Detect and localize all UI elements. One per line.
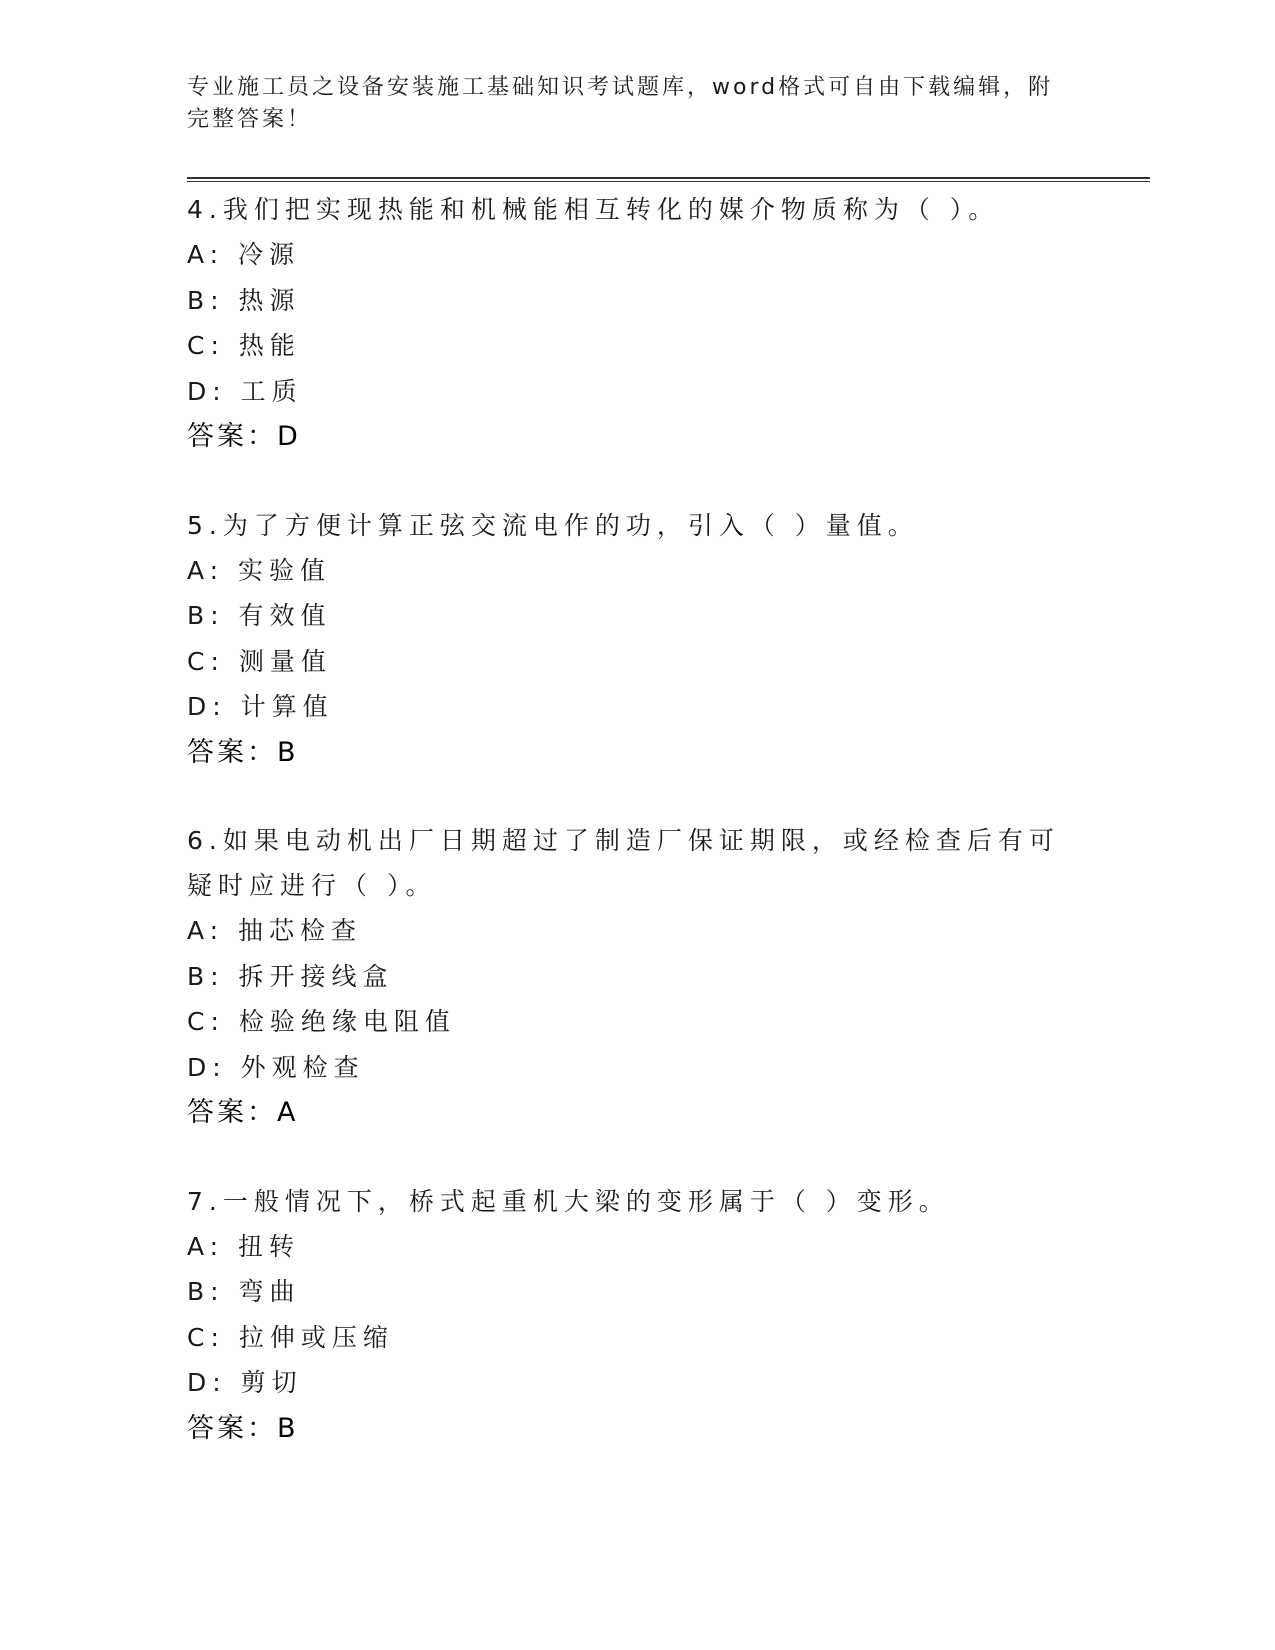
- question-stem: 5.为了方便计算正弦交流电作的功，引入（ ）量值。: [187, 510, 919, 540]
- option-d: D: 计算值: [187, 692, 334, 721]
- option-d: D: 剪切: [187, 1368, 303, 1397]
- question-list: [187, 187, 1087, 1494]
- option-a: A: 冷源: [187, 240, 301, 269]
- option-b: B: 拆开接线盒: [187, 961, 394, 991]
- option-b: B: 热源: [187, 285, 301, 315]
- option-a: A: 实验值: [187, 555, 332, 585]
- option-a: A: 抽芯检查: [187, 916, 363, 945]
- answer-text: 答案：A: [187, 1097, 299, 1128]
- option-a: A: 扭转: [187, 1231, 301, 1261]
- question-item: [187, 1179, 1087, 1452]
- header-divider: [187, 177, 1150, 182]
- question-item: [187, 187, 1087, 460]
- answer-text: 答案：B: [187, 1412, 299, 1444]
- option-c: C: 热能: [187, 331, 301, 360]
- option-c: C: 拉伸或压缩: [187, 1322, 394, 1352]
- question-item: [187, 818, 1087, 1136]
- option-d: D: 工质: [187, 376, 303, 406]
- question-stem: 7.一般情况下，桥式起重机大梁的变形属于（ ）变形。: [187, 1186, 950, 1216]
- option-b: B: 弯曲: [187, 1277, 301, 1306]
- option-b: B: 有效值: [187, 601, 332, 630]
- answer-text: 答案：D: [187, 421, 301, 452]
- option-c: C: 测量值: [187, 646, 332, 676]
- option-d: D: 外观检查: [187, 1052, 365, 1082]
- question-item: [187, 503, 1087, 776]
- option-c: C: 检验绝缘电阻值: [187, 1007, 456, 1036]
- question-stem: 6.如果电动机出厂日期超过了制造厂保证期限，或经检查后有可疑时应进行（ ）。: [187, 826, 1060, 900]
- document-header: 专业施工员之设备安装施工基础知识考试题库，word格式可自由下载编辑，附完整答案！: [187, 75, 1054, 132]
- question-stem: 4.我们把实现热能和机械能相互转化的媒介物质称为（ ）。: [187, 195, 1000, 224]
- answer-text: 答案：B: [187, 736, 299, 768]
